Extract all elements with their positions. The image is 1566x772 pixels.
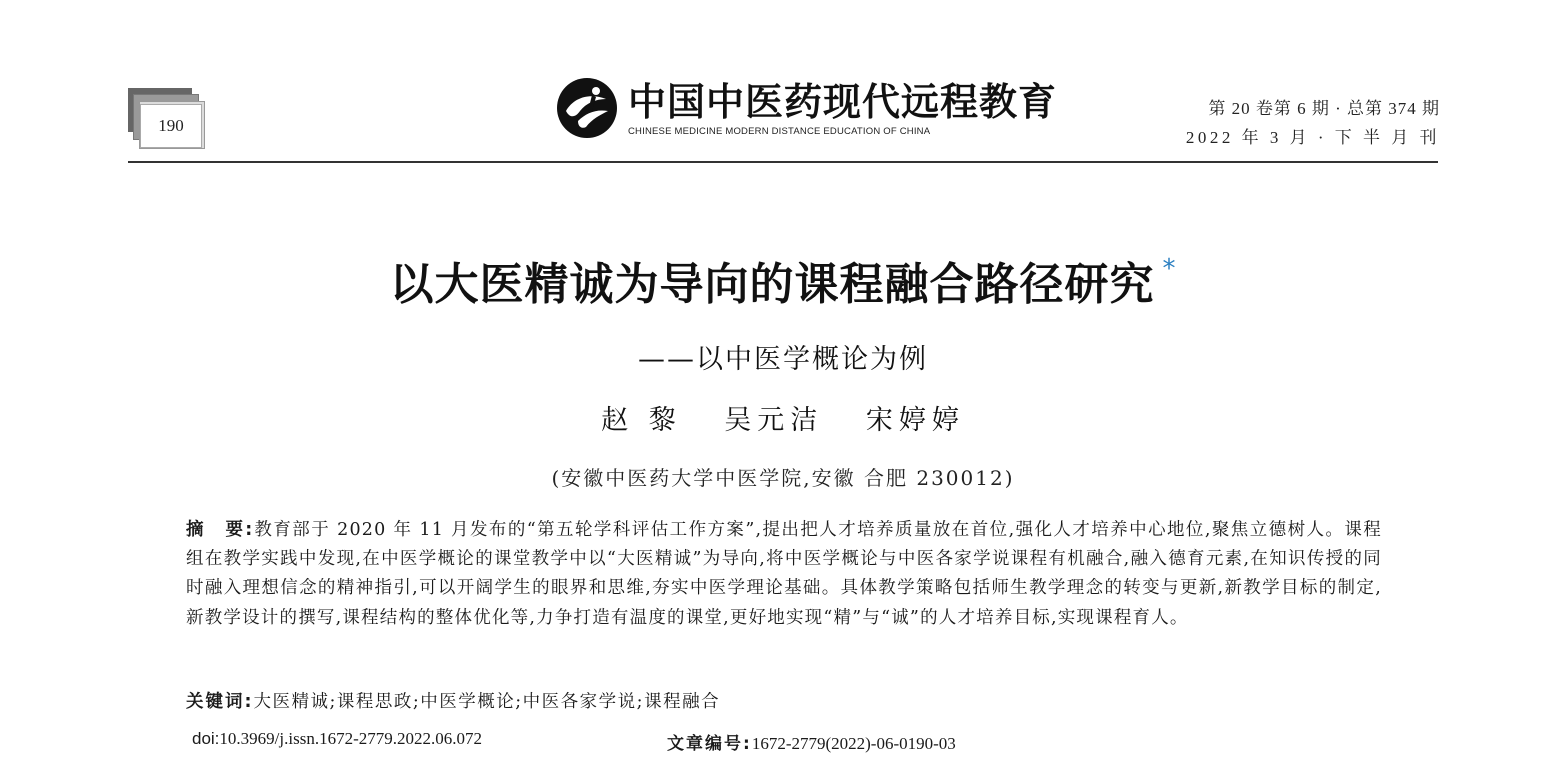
article-title: [0, 248, 1566, 312]
keywords-label: 关键词:: [186, 692, 254, 712]
issue-volume: 第 20 卷第 6 期 · 总第 374 期: [1208, 99, 1440, 118]
article-code-label: 文章编号:: [667, 734, 752, 754]
abstract: [186, 516, 1382, 633]
doi-label: doi:: [192, 729, 220, 748]
article-code-value: 1672-2779(2022)-06-0190-03: [751, 734, 956, 753]
author-list: [0, 398, 1566, 437]
issue-info: [1186, 94, 1440, 152]
article-subtitle: ——以中医学概论为例: [638, 344, 928, 375]
author-name: 赵 黎: [601, 405, 682, 436]
article-code-line: [667, 729, 956, 754]
journal-name-en: CHINESE MEDICINE MODERN DISTANCE EDUCATION OF CHINA: [628, 125, 931, 137]
page-number-tab: [128, 88, 204, 150]
doi-value: 10.3969/j.issn.1672-2779.2022.06.072: [219, 729, 482, 748]
author-name: 宋婷婷: [865, 405, 965, 436]
doi-line: [192, 729, 482, 749]
title-footnote-mark: *: [1162, 254, 1177, 284]
author-name: 吴元洁: [724, 405, 824, 436]
keywords-text: 大医精诚;课程思政;中医学概论;中医各家学说;课程融合: [253, 692, 721, 712]
keywords: [186, 688, 720, 713]
journal-name-cn: 中国中医药现代远程教育: [628, 79, 1058, 124]
issue-date: 2022 年 3 月 · 下 半 月 刊: [1185, 128, 1440, 147]
journal-masthead: [556, 70, 1057, 146]
article-title-text: 以大医精诚为导向的课程融合路径研究: [389, 259, 1155, 310]
header-rule: [128, 161, 1438, 163]
journal-logo-icon: [556, 77, 618, 139]
abstract-label: 摘 要:: [186, 520, 255, 540]
page-number: 190: [140, 104, 202, 148]
author-affiliation: (安徽中医药大学中医学院,安徽 合肥 230012): [551, 466, 1015, 490]
abstract-text: 教育部于 2020 年 11 月发布的“第五轮学科评估工作方案”,提出把人才培养质量放在首位,强化人才培养中心地位,聚焦立德树人。课程组在教学实践中发现,在中医学概论的课堂教学中以“大医精诚”为导向,将中医学概论与中医各家学说课程有机融合,融入德育元素,在知识传授的同时融入理想信念的精神指引,可以开阔学生的眼界和思维,夯实中医学理论基础。具体教学策略包括师生教学理念的转变与更新,新教学目标的制定,新教学设计的撰写,课程结构的整体优化等,力争打造有温度的课堂,更好地实现“精”与“诚”的人才培养目标,实现课程育人。: [186, 520, 1382, 628]
